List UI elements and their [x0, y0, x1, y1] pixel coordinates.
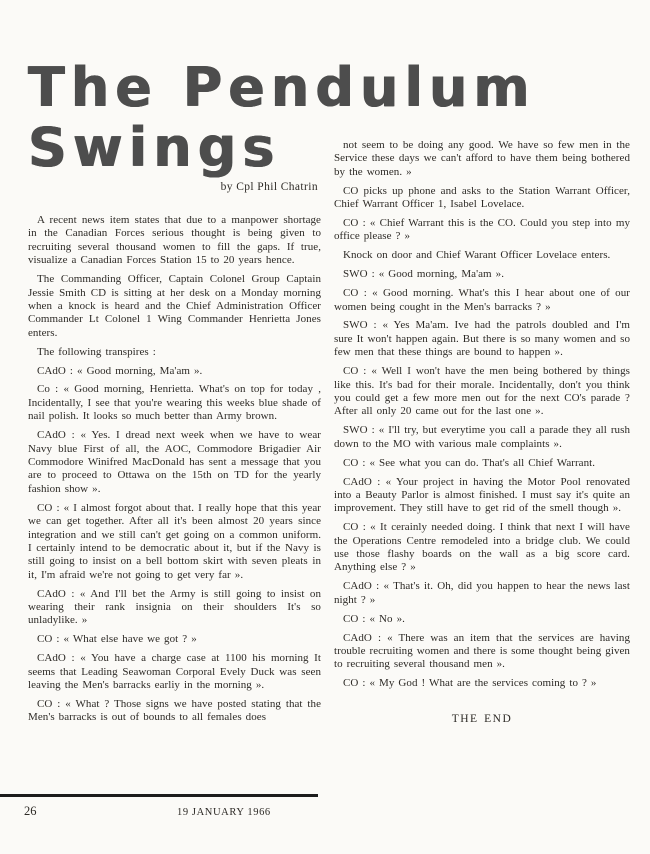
paragraph: CO : « It cerainly needed doing. I think that next I will have the Operations Centre remodeled into a bridge club. We could use those flashy boards on the wall as a big score card. Anything else ? »: [334, 521, 630, 574]
paragraph: A recent news item states that due to a manpower shortage in the Canadian Forces serious thought is being given to recruiting several thousand women to fill the gaps. If true, visualize a Canadian Forces Station 15 to 20 years hence.: [28, 214, 321, 267]
paragraph: CAdO : « Yes. I dread next week when we have to wear Navy blue First of all, the AOC, Commodore Brigadier Air Commodore Winifred MacDonald has sent a message that you are to proceed to Ottawa on the 15th on TD for the yearly fashion show ».: [28, 429, 321, 495]
paragraph: CO : « What ? Those signs we have posted stating that the Men's barracks is out of bounds to all females does: [28, 698, 321, 724]
left-column: [28, 214, 321, 794]
page-number: 26: [24, 804, 37, 818]
paragraph: CO : « Good morning. What's this I hear about one of our women being cought in the Men's barracks ? »: [334, 287, 630, 313]
paragraph: CAdO : « Good morning, Ma'am ».: [37, 364, 203, 377]
paragraph: SWO : « I'll try, but everytime you call a parade they all rush down to the MO with various male complaints ».: [334, 424, 630, 450]
paragraph: Co : « Good morning, Henrietta. What's on top for today , Incidentally, I see that you're wearing this weeks blue shade of nail polish. It looks so much better than Army brown.: [28, 383, 321, 423]
paragraph: CO : « Chief Warrant this is the CO. Could you step into my office please ? »: [334, 217, 630, 243]
paragraph: CAdO : « And I'll bet the Army is still going to insist on wearing their rank insignia on their shoulders It's so unladylike. »: [28, 587, 321, 627]
paragraph: The following transpires :: [37, 345, 156, 358]
paragraph: CO picks up phone and asks to the Station Warrant Officer, Chief Warrant Officer 1, Isabel Lovelace.: [334, 184, 630, 211]
paragraph: CO : « See what you can do. That's all Chief Warrant.: [343, 456, 596, 469]
paragraph: CO : « My God ! What are the services coming to ? »: [343, 677, 597, 690]
right-column: [334, 139, 630, 799]
paragraph: CO : « What else have we got ? »: [37, 633, 197, 646]
footer-date: 19 JANUARY 1966: [177, 807, 271, 818]
byline: by Cpl Phil Chatrin: [220, 181, 318, 193]
footer-divider: [0, 794, 318, 797]
paragraph: not seem to be doing any good. We have so few men in the Service these days we can't afford to have them being bothered by the women. »: [334, 139, 630, 178]
the-end-marker: THE END: [451, 712, 513, 725]
paragraph: Knock on door and Chief Warant Officer Lovelace enters.: [343, 249, 611, 262]
paragraph: CO : « I almost forgot about that. I really hope that this year we can get together. After all it's been almost 20 years since integration and we still can't get going on a common uniform. I certainly intend to be democratic about it, but if the Navy is still going to insist on a bell bottom skirt with seven pleats in it, I'm afraid we're not going to get very far ».: [28, 501, 321, 581]
paragraph: CO : « No ».: [343, 612, 405, 625]
article-title-line-1: The Pendulum: [28, 56, 536, 119]
paragraph: SWO : « Good morning, Ma'am ».: [343, 268, 505, 281]
paragraph: CAdO : « That's it. Oh, did you happen to hear the news last night ? »: [334, 580, 630, 606]
paragraph: SWO : « Yes Ma'am. Ive had the patrols doubled and I'm sure It won't happen again. But there is so many women and so few men that these things are bound to happen ».: [334, 319, 630, 359]
paragraph: CAdO : « There was an item that the services are having trouble recruiting women and there is some thought being given to recruiting several thousand men ».: [334, 631, 630, 671]
article-title-line-2: Swings: [28, 116, 281, 179]
paragraph: CO : « Well I won't have the men being bothered by things like this. It's bad for their morale. Incidentally, don't you think you could get a few more men out for the next CO's parade ? After all only 20 came out for the last one ».: [334, 365, 630, 418]
paragraph: CAdO : « You have a charge case at 1100 his morning It seems that Leading Seawoman Corporal Evely Duck was seen leaving the Men's barracks earliy in the morning ».: [28, 652, 321, 692]
paragraph: The Commanding Officer, Captain Colonel Group Captain Jessie Smith CD is sitting at her desk on a Monday morning when a knock is heard and the Chief Administration Officer Commander Lt Colonel 1 Wing Commander Henrietta Jones enters.: [28, 273, 321, 339]
paragraph: CAdO : « Your project in having the Motor Pool renovated into a Beauty Parlor is almost finished. I must say it's quite an improvement. They still have to get rid of the smell though ».: [334, 475, 630, 515]
